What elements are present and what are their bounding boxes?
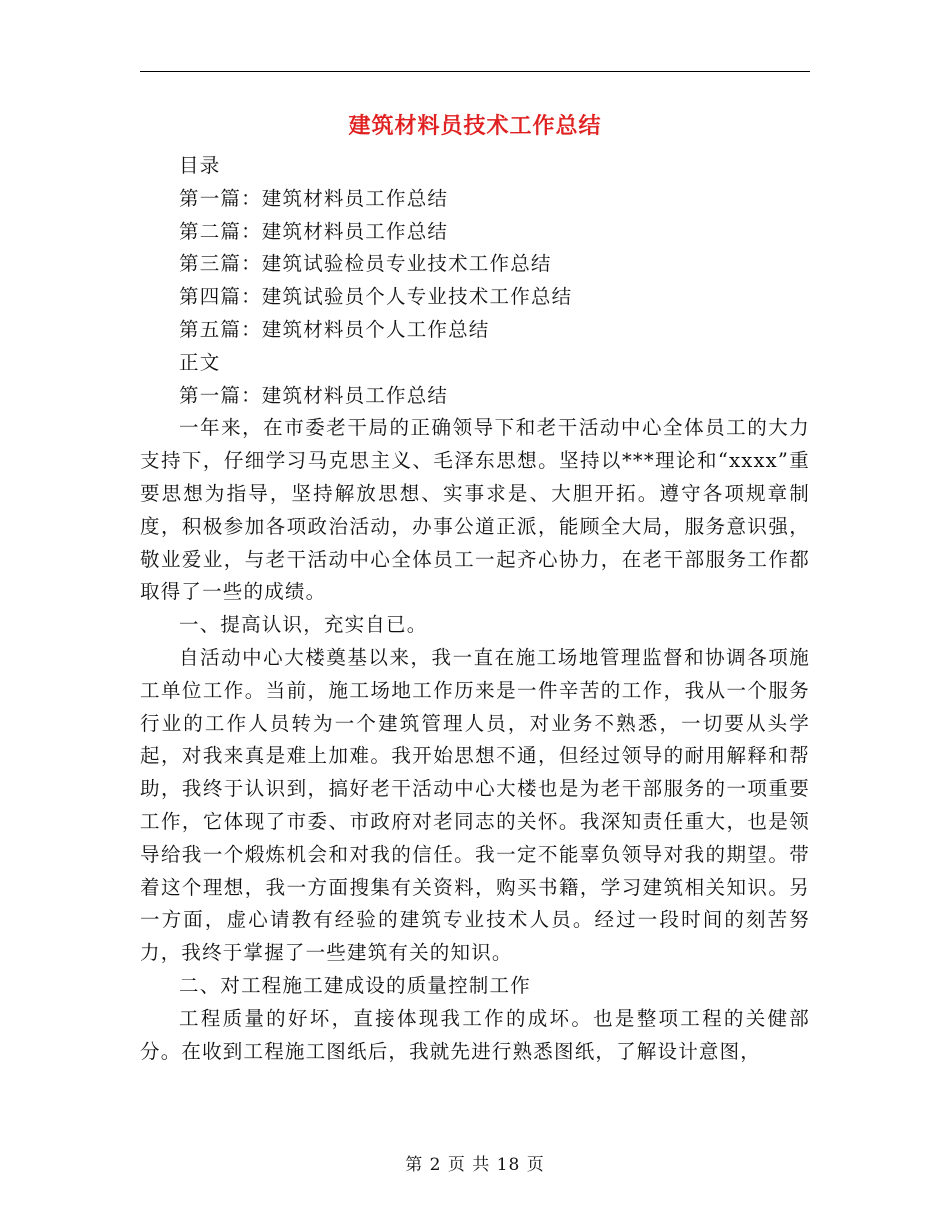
body-heading: 正文: [179, 350, 221, 374]
subheading: 二、对工程施工建成设的质量控制工作: [179, 973, 531, 997]
toc-item: 第四篇：建筑试验员个人专业技术工作总结: [179, 285, 573, 309]
subheading: 一、提高认识，充实自已。: [179, 613, 428, 637]
page-number-footer: 第 2 页 共 18 页: [405, 1155, 545, 1175]
section-title: 第一篇：建筑材料员工作总结: [179, 383, 449, 407]
toc-item: 第三篇：建筑试验检员专业技术工作总结: [179, 252, 552, 276]
header-rule: [140, 71, 810, 72]
paragraph: 自活动中心大楼奠基以来，我一直在施工场地管理监督和协调各项施工单位工作。当前，施工场地工作历来是一件辛苦的工作，我从一个服务行业的工作人员转为一个建筑管理人员，对业务不熟悉，一切要从头学起，对我来真是难上加难。我开始思想不通，但经过领导的耐用解释和帮助，我终于认识到，搞好老干活动中心大楼也是为老干部服务的一项重要工作，它体现了市委、市政府对老同志的关怀。我深知责任重大，也是领导给我一个煅炼机会和对我的信任。我一定不能辜负领导对我的期望。带着这个理想，我一方面搜集有关资料，购买书籍，学习建筑相关知识。另一方面，虚心请教有经验的建筑专业技术人员。经过一段时间的刻苦努力，我终于掌握了一些建筑有关的知识。: [140, 645, 810, 965]
toc-heading: 目录: [179, 154, 221, 177]
document-body: [140, 150, 810, 1068]
paragraph: 一年来，在市委老干局的正确领导下和老干活动中心全体员工的大力支持下，仔细学习马克思主义、毛泽东思想。坚持以***理论和“xxxx”重要思想为指导，坚持解放思想、实事求是、大胆开拓。遵守各项规章制度，积极参加各项政治活动，办事公道正派，能顾全大局，服务意识强，敬业爱业，与老干活动中心全体员工一起齐心协力，在老干部服务工作都取得了一些的成绩。: [140, 416, 810, 604]
toc-item: 第五篇：建筑材料员个人工作总结: [179, 317, 490, 341]
document-title: 建筑材料员技术工作总结: [348, 113, 602, 139]
toc-item: 第二篇：建筑材料员工作总结: [179, 219, 449, 243]
paragraph: 工程质量的好坏，直接体现我工作的成坏。也是整项工程的关健部分。在收到工程施工图纸后，我就先进行熟悉图纸，了解设计意图，: [140, 1006, 810, 1063]
toc-item: 第一篇：建筑材料员工作总结: [179, 186, 449, 210]
